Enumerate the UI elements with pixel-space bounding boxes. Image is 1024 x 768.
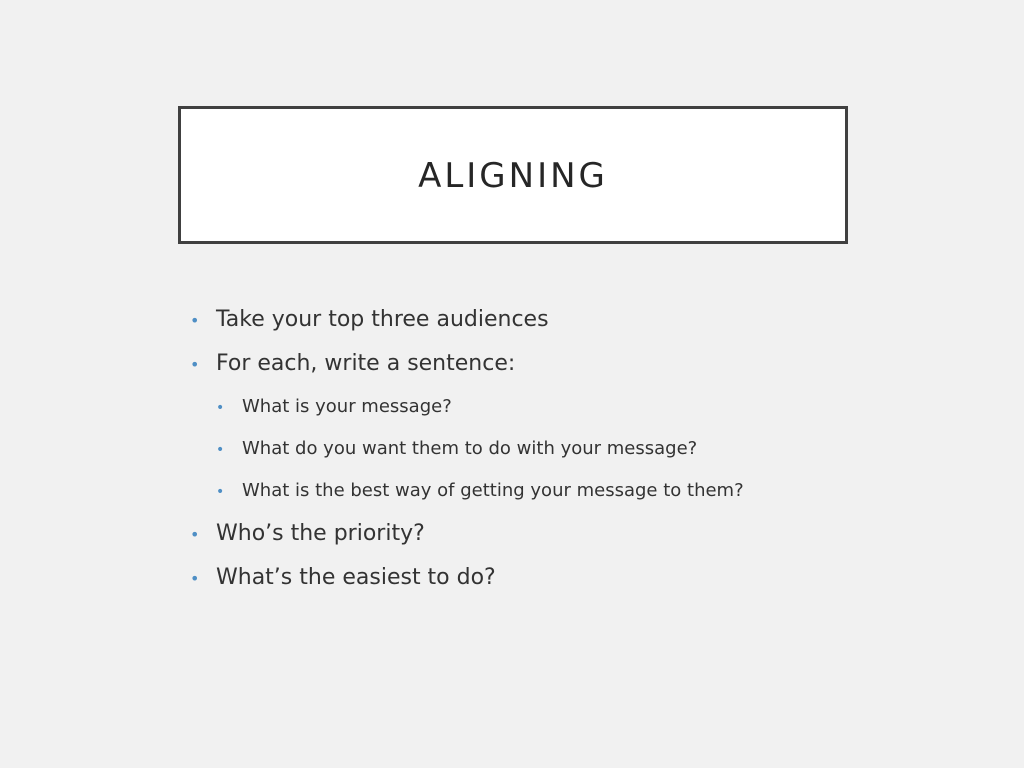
slide-title: ALIGNING xyxy=(418,156,608,196)
bullet-marker: • xyxy=(190,525,200,544)
bullet-item xyxy=(190,512,890,556)
bullet-text: What’s the easiest to do? xyxy=(216,565,496,590)
bullet-marker: • xyxy=(216,400,225,416)
title-box xyxy=(178,106,848,244)
sub-bullet-item xyxy=(190,470,890,512)
bullet-item xyxy=(190,556,890,600)
bullet-list xyxy=(190,298,890,600)
bullet-text: Take your top three audiences xyxy=(216,307,549,332)
bullet-text: What is your message? xyxy=(242,396,452,417)
sub-bullet-item xyxy=(190,428,890,470)
bullet-text: What is the best way of getting your message to them? xyxy=(242,480,744,501)
bullet-marker: • xyxy=(216,442,225,458)
bullet-text: Who’s the priority? xyxy=(216,521,425,546)
sub-bullet-item xyxy=(190,386,890,428)
bullet-marker: • xyxy=(216,484,225,500)
bullet-text: What do you want them to do with your message? xyxy=(242,438,698,459)
bullet-text: For each, write a sentence: xyxy=(216,351,516,376)
bullet-marker: • xyxy=(190,569,200,588)
bullet-item xyxy=(190,342,890,386)
bullet-marker: • xyxy=(190,355,200,374)
bullet-item xyxy=(190,298,890,342)
bullet-marker: • xyxy=(190,311,200,330)
